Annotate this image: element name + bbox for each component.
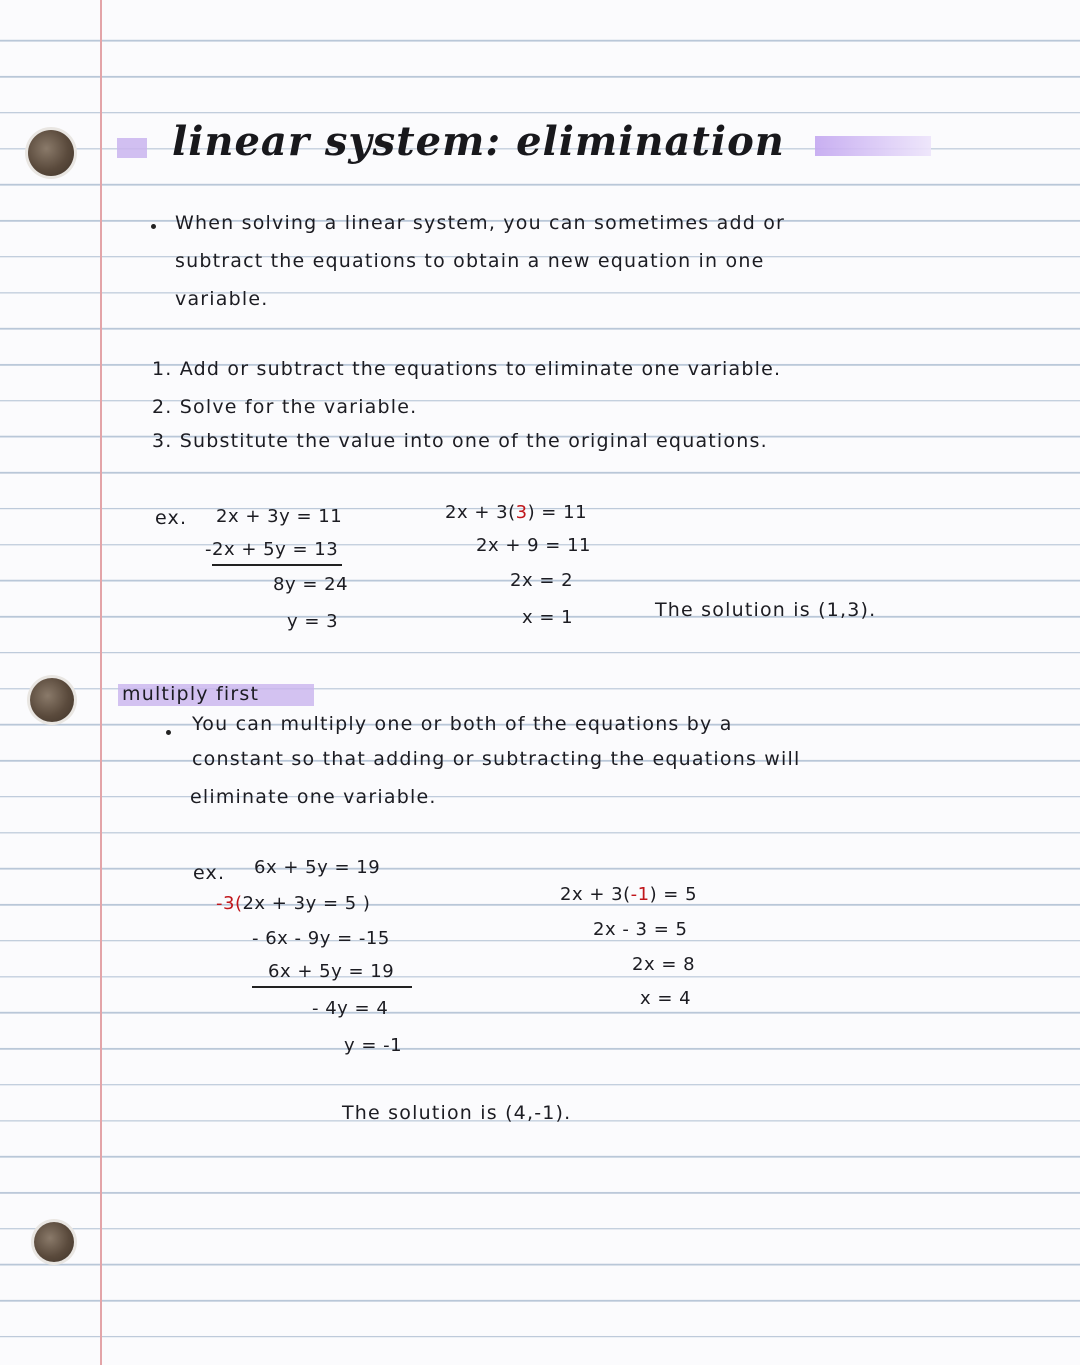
ex2-right-line: x = 4 (640, 988, 692, 1009)
ex2-right-line: 2x + 3(-1) = 5 (560, 884, 698, 905)
page-title: linear system: elimination (172, 118, 785, 165)
multiply-line: You can multiply one or both of the equations by a (192, 713, 733, 735)
multiply-bullet (166, 730, 171, 735)
ex1-sum-underline (212, 564, 342, 566)
title-highlight-right (815, 136, 931, 156)
substituted-value: -1 (630, 884, 650, 905)
ex2-left-line: - 6x - 9y = -15 (252, 928, 390, 949)
ex2-sum-underline (252, 986, 412, 988)
step-2: 2. Solve for the variable. (152, 396, 418, 418)
ex2-solution: The solution is (4,-1). (342, 1102, 572, 1124)
intro-bullet (151, 224, 156, 229)
ex2-right-line: 2x - 3 = 5 (593, 919, 688, 940)
ex2-left-line: 6x + 5y = 19 (268, 961, 395, 982)
intro-line: subtract the equations to obtain a new equation in one (175, 250, 765, 272)
ex2-left-line: - 4y = 4 (312, 998, 389, 1019)
multiply-line: constant so that adding or subtracting the equations will (192, 748, 801, 770)
ex2-left-line: 6x + 5y = 19 (254, 857, 381, 878)
binder-hole-2 (30, 678, 74, 722)
ex1-right-line: 2x = 2 (510, 570, 574, 591)
binder-hole-3 (34, 1222, 74, 1262)
ex1-left-line: 8y = 24 (273, 574, 349, 595)
intro-line: variable. (175, 288, 269, 310)
example-2-label: ex. (193, 862, 226, 884)
multiply-line: eliminate one variable. (190, 786, 437, 808)
ex2-right-line: 2x = 8 (632, 954, 696, 975)
step-1: 1. Add or subtract the equations to eliminate one variable. (152, 358, 782, 380)
ex2-left-line: y = -1 (344, 1035, 403, 1056)
example-1-label: ex. (155, 507, 188, 529)
ex1-right-line: x = 1 (522, 607, 574, 628)
ex1-right-line: 2x + 3(3) = 11 (445, 502, 588, 523)
margin-line (100, 0, 102, 1365)
ex1-left-line: -2x + 5y = 13 (205, 539, 339, 560)
ex1-left-line: 2x + 3y = 11 (216, 506, 343, 527)
step-3: 3. Substitute the value into one of the original equations. (152, 430, 768, 452)
ex2-left-line: -3(2x + 3y = 5 ) (216, 893, 371, 914)
ex1-right-line: 2x + 9 = 11 (476, 535, 592, 556)
multiply-heading: multiply first (122, 683, 260, 705)
title-highlight-left (117, 138, 147, 158)
ex1-solution: The solution is (1,3). (655, 599, 877, 621)
substituted-value: 3 (515, 502, 528, 523)
intro-line: When solving a linear system, you can sometimes add or (175, 212, 786, 234)
ex1-left-line: y = 3 (287, 611, 339, 632)
binder-hole-1 (28, 130, 74, 176)
